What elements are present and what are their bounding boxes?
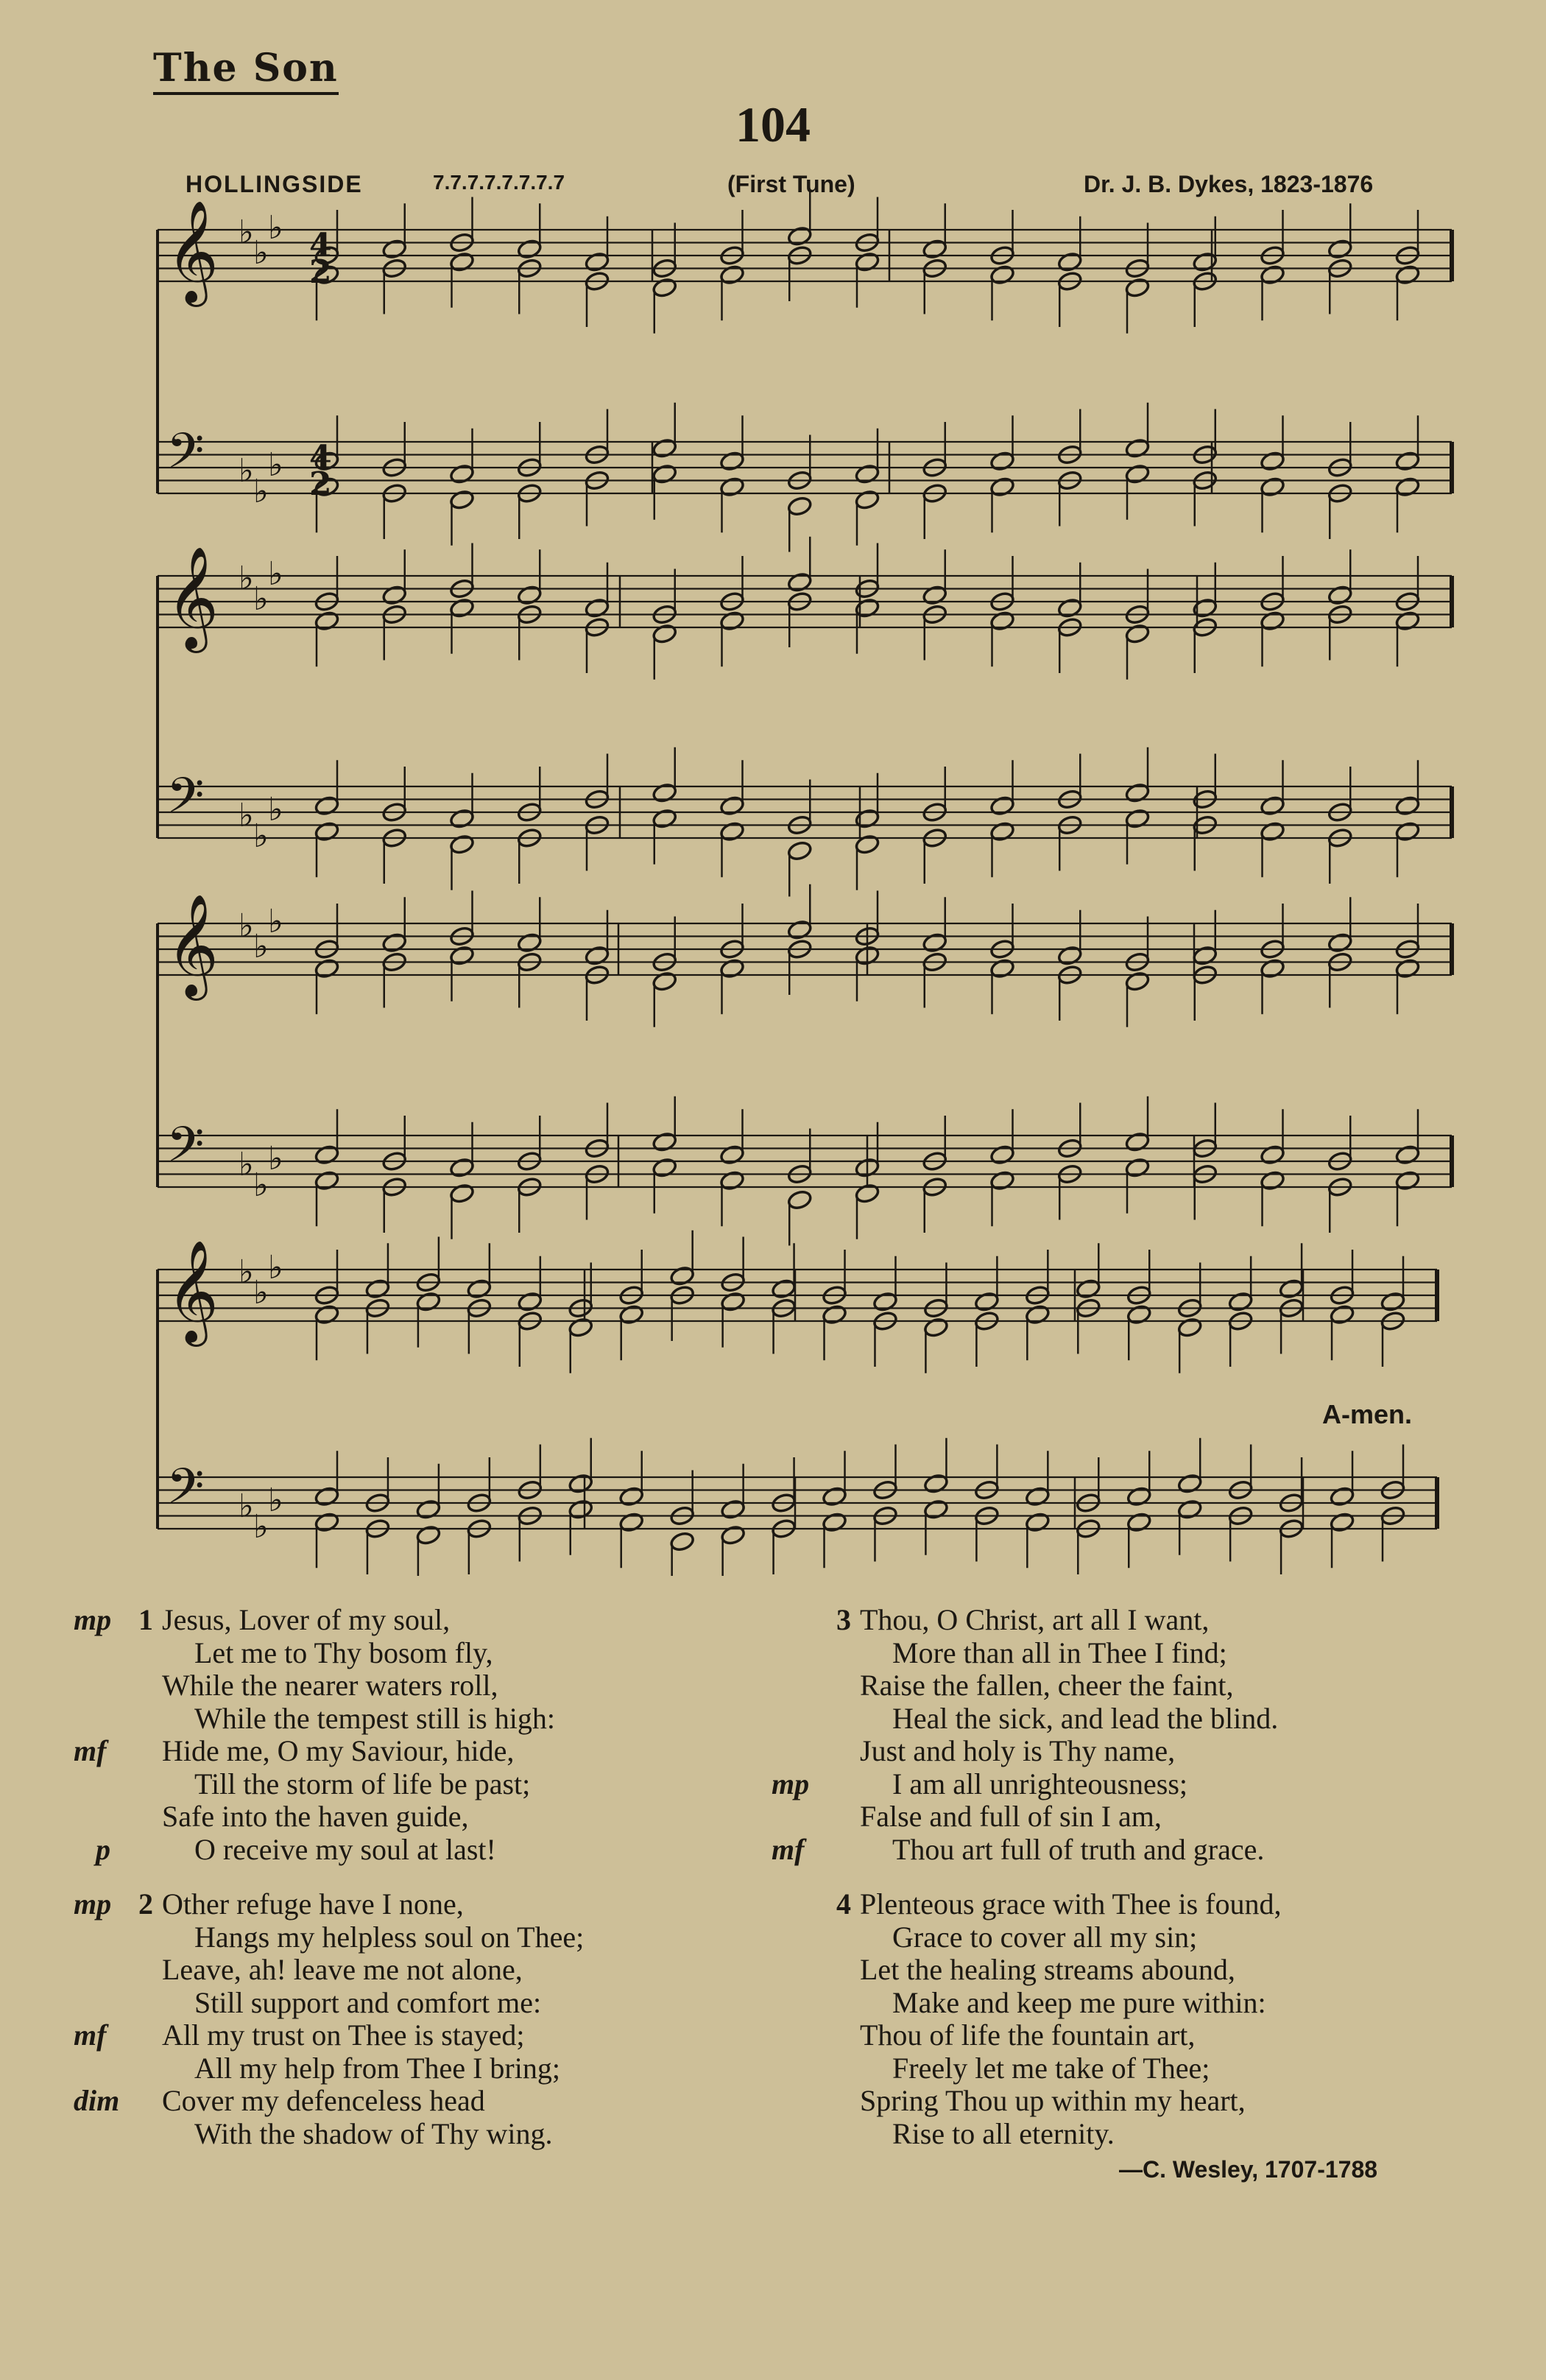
dynamic-marking: p [96, 1832, 110, 1866]
verse-line [860, 2019, 1281, 2052]
lyric-text: Heal the sick, and lead the blind. [892, 1701, 1279, 1735]
note-head [449, 1157, 475, 1178]
lyric-text: Let the healing streams abound, [860, 1953, 1235, 1986]
verse-line [162, 1921, 584, 1954]
note-head [989, 610, 1015, 632]
note-head [719, 1144, 745, 1166]
note-head [1076, 1278, 1101, 1300]
note-head [822, 1304, 847, 1325]
bass-clef-icon: 𝄢 [166, 1458, 205, 1527]
verse-line [860, 1669, 1281, 1703]
note-head [719, 795, 745, 817]
lyric-text: Grace to cover all my sin; [892, 1920, 1198, 1954]
lyric-text: Leave, ah! leave me not alone, [162, 1953, 523, 1986]
dynamic-marking: mp [74, 1603, 112, 1636]
note-head [872, 1291, 898, 1312]
time-signature-top: 4 [309, 439, 332, 476]
note-head [584, 251, 610, 272]
note-head [1124, 437, 1150, 459]
lyric-text: Hide me, O my Saviour, hide, [162, 1734, 515, 1767]
note-head [449, 463, 475, 485]
note-head [923, 1473, 949, 1494]
lyric-text: Plenteous grace with Thee is found, [860, 1887, 1282, 1920]
note-head [1192, 251, 1218, 272]
note-head [719, 451, 745, 472]
note-head [719, 476, 745, 498]
note-head [989, 476, 1015, 498]
note-head [1260, 1170, 1285, 1191]
note-head [1394, 610, 1420, 632]
flat-icon: ♭ [239, 797, 254, 834]
note-head [1260, 610, 1285, 632]
note-head [449, 834, 475, 855]
bass-clef-icon: 𝄢 [166, 767, 205, 836]
verse-line [860, 1735, 1281, 1768]
lyric-text: Freely let me take of Thee; [892, 2051, 1210, 2085]
lyric-text: With the shadow of Thy wing. [194, 2116, 553, 2150]
note-head [719, 610, 745, 632]
verse-line [860, 1954, 1281, 1987]
note-head [364, 1278, 390, 1300]
note-head [854, 251, 880, 272]
dynamic-marking: dim [74, 2084, 120, 2117]
note-head [720, 1524, 746, 1546]
note-head [854, 834, 880, 855]
note-head [1394, 1144, 1420, 1166]
flat-icon: ♭ [239, 1146, 254, 1183]
note-head [1260, 1144, 1285, 1166]
lyric-text: Thou of life the fountain art, [860, 2018, 1196, 2052]
note-head [669, 1531, 695, 1552]
lyric-text: More than all in Thee I find; [892, 1636, 1227, 1669]
note-head [1394, 821, 1420, 842]
time-signature-bottom: 2 [309, 465, 332, 503]
note-head [1327, 239, 1353, 260]
verse-line [860, 2118, 1281, 2151]
note-head [1260, 264, 1285, 286]
verse-line [74, 1734, 584, 1768]
note-head [922, 932, 947, 954]
note-head [1279, 1278, 1305, 1300]
note-head [854, 463, 880, 485]
tune-name: HOLLINGSIDE [186, 171, 363, 197]
flat-icon: ♭ [268, 903, 283, 940]
note-head [584, 945, 610, 966]
note-head [568, 1499, 593, 1520]
bass-clef-icon: 𝄢 [166, 1116, 205, 1185]
flat-icon: ♭ [253, 817, 269, 855]
verse-number: 3 [836, 1603, 851, 1636]
bass-clef-icon: 𝄢 [166, 423, 205, 491]
note-head [1330, 1486, 1355, 1507]
note-head [989, 264, 1015, 286]
note-head [1260, 795, 1285, 817]
note-head [568, 1317, 593, 1338]
verse-line [836, 1887, 1282, 1921]
note-head [1124, 277, 1150, 298]
note-head [787, 1189, 813, 1211]
note-head [974, 1291, 1000, 1312]
note-head [1124, 1157, 1150, 1178]
author-attribution: —C. Wesley, 1707-1788 [1119, 2156, 1378, 2183]
meter: 7.7.7.7.7.7.7.7 [433, 171, 565, 194]
note-head [1228, 1291, 1254, 1312]
flat-icon: ♭ [239, 214, 254, 251]
note-head [1124, 782, 1150, 803]
verse-line [162, 1954, 584, 1987]
lyric-text: Rise to all eternity. [892, 2116, 1115, 2150]
note-head [1057, 251, 1083, 272]
flat-icon: ♭ [268, 1482, 283, 1519]
note-head [1330, 1304, 1355, 1325]
lyric-text: While the nearer waters roll, [162, 1669, 498, 1702]
flat-icon: ♭ [253, 473, 269, 510]
note-head [314, 1512, 339, 1533]
note-head [1394, 958, 1420, 979]
lyric-text: Spring Thou up within my heart, [860, 2084, 1246, 2117]
lyric-text: False and full of sin I am, [860, 1800, 1162, 1833]
flat-icon: ♭ [239, 560, 254, 597]
note-head [517, 1291, 543, 1312]
note-head [381, 585, 407, 606]
note-head [989, 451, 1015, 472]
note-head [381, 932, 407, 954]
note-head [719, 958, 745, 979]
note-head [989, 1170, 1015, 1191]
lyric-text: Still support and comfort me: [194, 1985, 542, 2019]
hymn-number: 104 [735, 96, 811, 152]
verse-line [860, 1987, 1281, 2020]
note-head [618, 1512, 644, 1533]
verse-line [162, 1768, 584, 1801]
verse-line [860, 2052, 1281, 2085]
note-head [1126, 1486, 1152, 1507]
note-head [1327, 585, 1353, 606]
flat-icon: ♭ [253, 1508, 269, 1546]
note-head [854, 1183, 880, 1204]
note-head [314, 821, 339, 842]
note-head [652, 808, 677, 829]
note-head [787, 919, 813, 940]
note-head [787, 496, 813, 517]
dynamic-marking: mp [772, 1767, 810, 1800]
note-head [314, 1486, 339, 1507]
treble-clef-icon: 𝄞 [166, 200, 219, 303]
note-head [1124, 623, 1150, 644]
note-head [923, 1317, 949, 1338]
lyric-text: Just and holy is Thy name, [860, 1734, 1176, 1767]
note-head [1260, 958, 1285, 979]
verse-line [74, 2084, 584, 2118]
note-head [989, 821, 1015, 842]
verse-line [162, 1703, 584, 1736]
note-head [652, 971, 677, 992]
time-signature-bottom: 2 [309, 253, 332, 291]
lyric-text: Till the storm of life be past; [194, 1767, 531, 1800]
lyric-text: Cover my defenceless head [162, 2084, 485, 2117]
verse-2 [74, 1887, 585, 2150]
verse-line [772, 1767, 1281, 1801]
verse-number: 1 [138, 1603, 153, 1636]
verse-3 [772, 1603, 1281, 1866]
note-head [1177, 1473, 1203, 1494]
lyric-text: O receive my soul at last! [194, 1832, 496, 1866]
note-head [1380, 1291, 1405, 1312]
note-head [314, 610, 339, 632]
note-head [1394, 795, 1420, 817]
note-head [719, 264, 745, 286]
note-head [449, 597, 475, 619]
note-head [652, 277, 677, 298]
note-head [1025, 1304, 1051, 1325]
note-head [720, 1291, 746, 1312]
note-head [652, 782, 677, 803]
verse-line [74, 2018, 584, 2052]
dynamic-marking: mf [74, 1734, 107, 1767]
verse-line [162, 1669, 584, 1703]
note-head [822, 1486, 847, 1507]
note-head [1177, 1499, 1203, 1520]
dynamic-marking: mp [74, 1887, 112, 1920]
verse-line [162, 1987, 584, 2020]
lyric-text: All my help from Thee I bring; [194, 2051, 560, 2085]
note-head [1394, 264, 1420, 286]
lyric-text: Thou art full of truth and grace. [892, 1832, 1265, 1866]
note-head [922, 239, 947, 260]
treble-clef-icon: 𝄞 [166, 546, 219, 649]
flat-icon: ♭ [268, 446, 283, 484]
lyric-text: Let me to Thy bosom fly, [194, 1636, 493, 1669]
note-head [922, 585, 947, 606]
verse-line [162, 2118, 584, 2151]
note-head [1260, 476, 1285, 498]
tune-label: (First Tune) [727, 171, 855, 197]
amen-label: A-men. [1322, 1399, 1413, 1429]
composer: Dr. J. B. Dykes, 1823-1876 [1084, 171, 1374, 197]
note-head [989, 795, 1015, 817]
flat-icon: ♭ [253, 234, 269, 272]
note-head [314, 1304, 339, 1325]
flat-icon: ♭ [268, 1249, 283, 1286]
note-head [449, 808, 475, 829]
note-head [1192, 945, 1218, 966]
note-head [314, 1144, 339, 1166]
note-head [415, 1291, 441, 1312]
lyric-text: Raise the fallen, cheer the faint, [860, 1669, 1234, 1702]
verse-line [162, 2052, 584, 2085]
note-head [989, 958, 1015, 979]
flat-icon: ♭ [239, 907, 254, 945]
note-head [652, 1157, 677, 1178]
note-head [719, 821, 745, 842]
verse-line [860, 1703, 1281, 1736]
flat-icon: ♭ [268, 555, 283, 593]
flat-icon: ♭ [239, 1488, 254, 1525]
note-head [415, 1524, 441, 1546]
note-head [618, 1304, 644, 1325]
note-head [854, 489, 880, 510]
note-head [314, 958, 339, 979]
verse-line [860, 1800, 1281, 1834]
note-head [1327, 932, 1353, 954]
note-head [771, 1278, 797, 1300]
note-head [1126, 1512, 1152, 1533]
note-head [854, 808, 880, 829]
note-head [1394, 1170, 1420, 1191]
note-head [1394, 451, 1420, 472]
note-head [449, 1183, 475, 1204]
note-head [415, 1499, 441, 1520]
note-head [787, 571, 813, 593]
note-head [787, 225, 813, 247]
note-head [1057, 945, 1083, 966]
lyric-text: While the tempest still is high: [194, 1701, 555, 1735]
note-head [517, 932, 543, 954]
note-head [1057, 597, 1083, 619]
treble-clef-icon: 𝄞 [166, 1240, 219, 1342]
note-head [568, 1473, 593, 1494]
lyric-text: Hangs my helpless soul on Thee; [194, 1920, 585, 1954]
flat-icon: ♭ [268, 209, 283, 247]
note-head [923, 1499, 949, 1520]
note-head [1124, 971, 1150, 992]
verse-line [162, 1800, 584, 1834]
flat-icon: ♭ [268, 791, 283, 828]
verse-line [860, 2085, 1281, 2118]
note-head [652, 623, 677, 644]
verse-1 [74, 1603, 584, 1866]
flat-icon: ♭ [253, 1274, 269, 1312]
verses-right-column [772, 1603, 1282, 2172]
note-head [1192, 597, 1218, 619]
note-head [314, 1170, 339, 1191]
note-head [822, 1512, 847, 1533]
note-head [1025, 1512, 1051, 1533]
note-head [618, 1486, 644, 1507]
section-title: The Son [153, 46, 339, 95]
note-head [1394, 476, 1420, 498]
note-head [652, 437, 677, 459]
lyric-text: Safe into the haven guide, [162, 1800, 469, 1833]
note-head [787, 840, 813, 862]
note-head [1260, 821, 1285, 842]
note-head [1260, 451, 1285, 472]
note-head [1177, 1317, 1203, 1338]
note-head [669, 1265, 695, 1286]
verse-line [74, 1887, 584, 1921]
note-head [449, 945, 475, 966]
note-head [720, 1499, 746, 1520]
note-head [719, 1170, 745, 1191]
note-head [1330, 1512, 1355, 1533]
flat-icon: ♭ [268, 1140, 283, 1177]
note-head [449, 489, 475, 510]
verse-line [860, 1637, 1281, 1670]
verse-line [162, 1637, 584, 1670]
note-head [854, 597, 880, 619]
dynamic-marking: mf [772, 1832, 805, 1866]
note-head [1124, 463, 1150, 485]
lyric-text: Make and keep me pure within: [892, 1985, 1266, 2019]
flat-icon: ♭ [239, 1253, 254, 1291]
note-head [989, 1144, 1015, 1166]
lyric-text: Thou, O Christ, art all I want, [860, 1603, 1210, 1636]
note-head [466, 1278, 492, 1300]
verse-line [74, 1603, 584, 1637]
note-head [1025, 1486, 1051, 1507]
note-head [652, 1131, 677, 1152]
note-head [449, 251, 475, 272]
verses-left-column [74, 1603, 585, 2172]
flat-icon: ♭ [253, 1166, 269, 1204]
verse-line [96, 1832, 584, 1867]
flat-icon: ♭ [239, 452, 254, 490]
verse-4 [836, 1887, 1282, 2150]
lyric-text: All my trust on Thee is stayed; [162, 2018, 525, 2052]
note-head [1124, 1131, 1150, 1152]
verse-line [772, 1832, 1281, 1867]
lyric-text: Other refuge have I none, [162, 1887, 464, 1920]
time-signature-top: 4 [309, 227, 332, 264]
verse-line [860, 1921, 1281, 1954]
note-head [1124, 808, 1150, 829]
treble-clef-icon: 𝄞 [166, 894, 219, 996]
note-head [517, 239, 543, 260]
note-head [584, 597, 610, 619]
note-head [517, 585, 543, 606]
verse-number: 4 [836, 1887, 851, 1920]
flat-icon: ♭ [253, 580, 269, 618]
note-head [652, 463, 677, 485]
note-head [1126, 1304, 1152, 1325]
flat-icon: ♭ [253, 928, 269, 965]
note-head [381, 239, 407, 260]
verse-number: 2 [138, 1887, 153, 1920]
verse-line [836, 1603, 1281, 1637]
dynamic-marking: mf [74, 2018, 107, 2052]
lyric-text: I am all unrighteousness; [892, 1767, 1188, 1800]
lyric-text: Jesus, Lover of my soul, [162, 1603, 451, 1636]
note-head [314, 795, 339, 817]
